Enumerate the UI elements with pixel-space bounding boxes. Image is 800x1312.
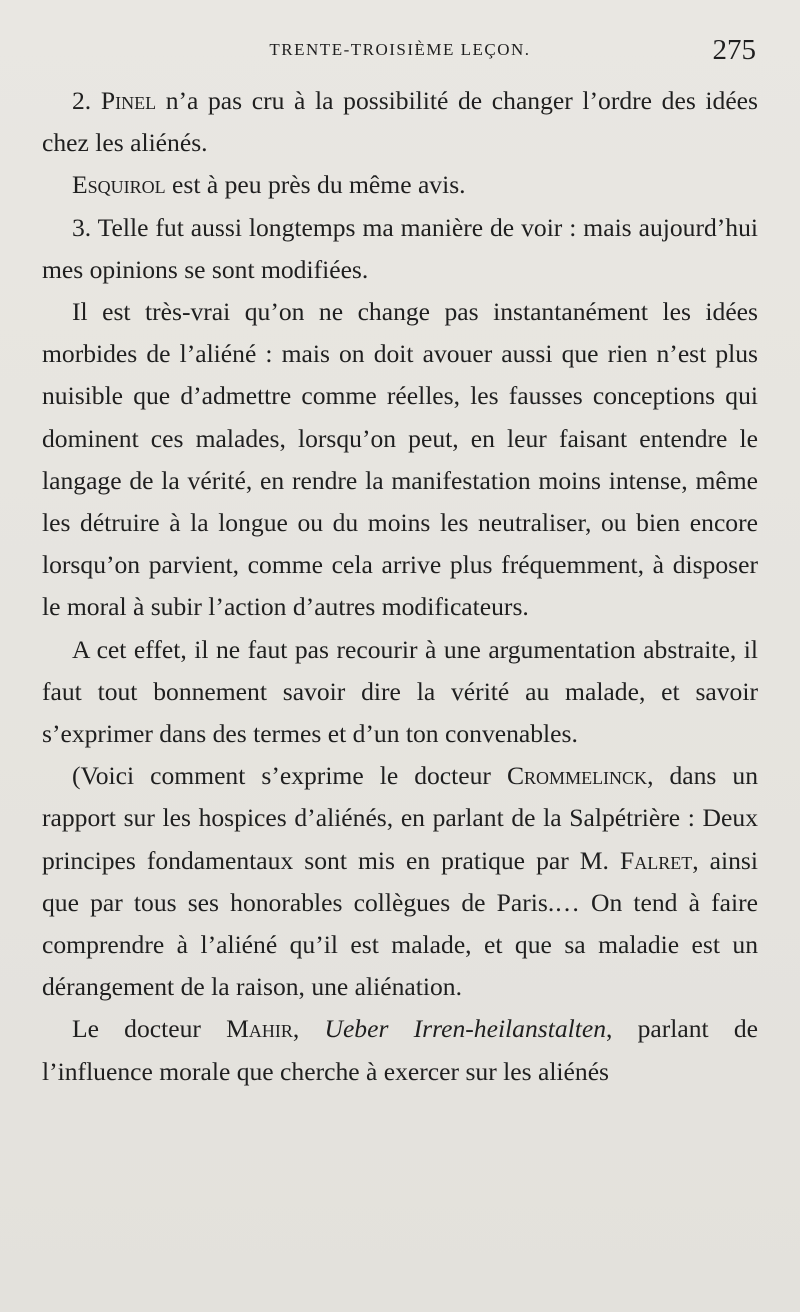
paragraph-number: 2. xyxy=(72,86,92,115)
author-name-mahir: Mahir xyxy=(226,1014,293,1044)
author-name-crommelinck: Crommelinck xyxy=(506,761,648,791)
paragraph-text: , dans un rapport sur les hospices d’aliénés, en parlant de la Salpétrière : Deux principes fondamentaux sont mis en pratique par M. xyxy=(42,761,759,875)
paragraph-pinel xyxy=(42,80,758,164)
paragraph-text: (Voici comment s’exprime le docteur xyxy=(72,761,491,791)
paragraph-argumentation: A cet effet, il ne faut pas recourir à une argumentation abstraite, il faut tout bonnement savoir dire la vérité au malade, et savoir s’exprimer dans des termes et d’un ton convenables. xyxy=(42,634,758,749)
paragraph-esquirol xyxy=(42,164,758,206)
paragraph-text: , xyxy=(292,1014,300,1044)
paragraph-morbid-ideas: Il est très-vrai qu’on ne change pas instantanément les idées morbides de l’aliéné : mais on doit avouer aussi que rien n’est plus nuisible que d’admettre comme réelles, les fausses conceptions qui dominent ces malades, lorsqu’on peut, en leur faisant entendre le langage de la vérité, en rendre la manifestation moins intense, même les détruire à la longue ou du moins les neutraliser, ou bien encore lorsqu’on parvient, comme cela arrive plus fréquemment, à disposer le moral à subir l’action d’autres modificateurs. xyxy=(42,297,758,622)
body-text xyxy=(42,80,758,1093)
paragraph-author-view: 3. Telle fut aussi longtemps ma manière de voir : mais aujourd’hui mes opinions se sont modifiées. xyxy=(42,212,758,284)
author-name-pinel: Pinel xyxy=(100,86,157,115)
paragraph-text: est à peu près du même avis. xyxy=(172,170,466,200)
paragraph-text: Le docteur xyxy=(72,1014,201,1044)
paragraph-mahir xyxy=(42,1008,758,1092)
page-number: 275 xyxy=(712,34,756,66)
paragraph-text: , ainsi que par tous ses honorables collègues de Paris.… On tend à faire comprendre à l’aliéné qu’il est malade, et que sa maladie est un dérangement de la raison, une aliénation. xyxy=(42,845,759,1002)
author-name-esquirol: Esquirol xyxy=(72,170,166,200)
author-name-falret: Falret xyxy=(620,845,693,875)
page-header xyxy=(42,34,758,80)
paragraph-text: , parlant de l’influence morale que cherche à exercer sur les aliénés xyxy=(42,1014,758,1086)
paragraph-crommelinck-quote xyxy=(42,755,758,1008)
running-title: TRENTE-TROISIÈME LEÇON. xyxy=(269,40,531,59)
paragraph-text: n’a pas cru à la possibilité de changer l’ordre des idées chez les aliénés. xyxy=(42,86,758,158)
book-title: Ueber Irren-heilanstalten xyxy=(324,1014,607,1044)
